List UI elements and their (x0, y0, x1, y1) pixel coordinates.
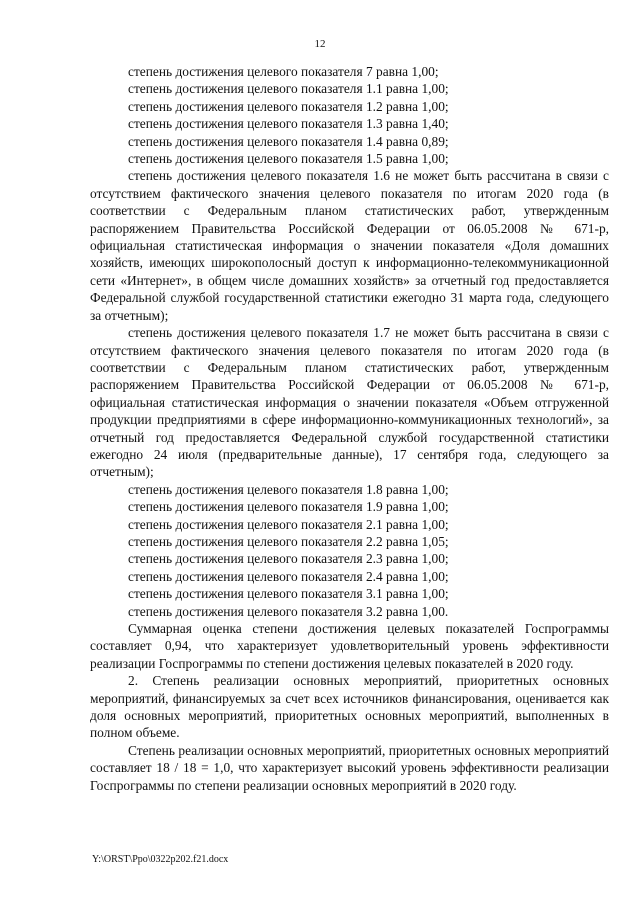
paragraph-indicator-1-8: степень достижения целевого показателя 1.8 равна 1,00; (128, 481, 449, 497)
paragraph-indicator-2-4: степень достижения целевого показателя 2.4 равна 1,00; (128, 568, 449, 584)
paragraph-indicator-7: степень достижения целевого показателя 7 равна 1,00; (128, 64, 439, 79)
paragraph-measures-degree: 2. Степень реализации основных мероприятий, приоритетных основных мероприятий, финансируемых за счет всех источников финансирования, оценивается как доля основных мероприятий, приоритетных основных мероприятий, выполненных в полном объеме. (90, 673, 609, 741)
document-body (90, 63, 609, 794)
paragraph-indicator-1-6: степень достижения целевого показателя 1.6 не может быть рассчитана в связи с отсутствием фактического значения целевого показателя по итогам 2020 года (в соответствии с Федеральным планом статистических работ, утвержденным распоряжением Правительства Российской Федерации от 06.05.2008 № 671-р, официальная статистическая информация о значении показателя «Доля домашних хозяйств, имеющих широкополосный доступ к информационно-телекоммуникационной сети «Интернет», в общем числе домашних хозяйств» за отчетный год предоставляется Федеральной службой государственной статистики ежегодно 31 марта года, следующего за отчетным); (90, 168, 609, 323)
page-number: 12 (314, 38, 326, 50)
paragraph-summary-score: Суммарная оценка степени достижения целевых показателей Госпрограммы составляет 0,94, что характеризует удовлетворительный уровень эффективности реализации Госпрограммы по степени достижения целевых показателей в 2020 году. (90, 621, 609, 671)
paragraph-indicator-2-3: степень достижения целевого показателя 2.3 равна 1,00; (128, 551, 449, 567)
paragraph-indicator-2-1: степень достижения целевого показателя 2.1 равна 1,00; (128, 516, 449, 532)
footer-file-path: Y:\ORST\Ppo\0322p202.f21.docx (92, 854, 229, 865)
paragraph-indicator-1-4: степень достижения целевого показателя 1.4 равна 0,89; (128, 133, 449, 149)
paragraph-indicator-3-1: степень достижения целевого показателя 3.1 равна 1,00; (128, 586, 449, 602)
paragraph-indicator-3-2: степень достижения целевого показателя 3.2 равна 1,00. (128, 603, 449, 619)
paragraph-indicator-2-2: степень достижения целевого показателя 2.2 равна 1,05; (128, 533, 449, 549)
paragraph-indicator-1-2: степень достижения целевого показателя 1.2 равна 1,00; (128, 98, 449, 114)
paragraph-indicator-1-7: степень достижения целевого показателя 1.7 не может быть рассчитана в связи с отсутствием фактического значения целевого показателя по итогам 2020 года (в соответствии с Федеральным планом статистических работ, утвержденным распоряжением Правительства Российской Федерации от 06.05.2008 № 671-р, официальная статистическая информация о значении показателя «Объем отгруженной продукции предприятиями в сфере информационно-коммуникационных технологий», за отчетный год предоставляется Федеральной службой государственной статистики ежегодно 24 июля (предварительные данные), 17 сентября года, следующего за отчетным); (90, 325, 609, 480)
paragraph-indicator-1-9: степень достижения целевого показателя 1.9 равна 1,00; (128, 499, 449, 515)
paragraph-indicator-1-1: степень достижения целевого показателя 1.1 равна 1,00; (128, 81, 449, 97)
paragraph-indicator-1-3: степень достижения целевого показателя 1.3 равна 1,40; (128, 116, 449, 132)
paragraph-measures-result: Степень реализации основных мероприятий, приоритетных основных мероприятий составляет 18 / 18 = 1,0, что характеризует высокий уровень эффективности реализации Госпрограммы по степени реализации основных мероприятий в 2020 году. (90, 742, 609, 793)
paragraph-indicator-1-5: степень достижения целевого показателя 1.5 равна 1,00; (128, 151, 449, 167)
